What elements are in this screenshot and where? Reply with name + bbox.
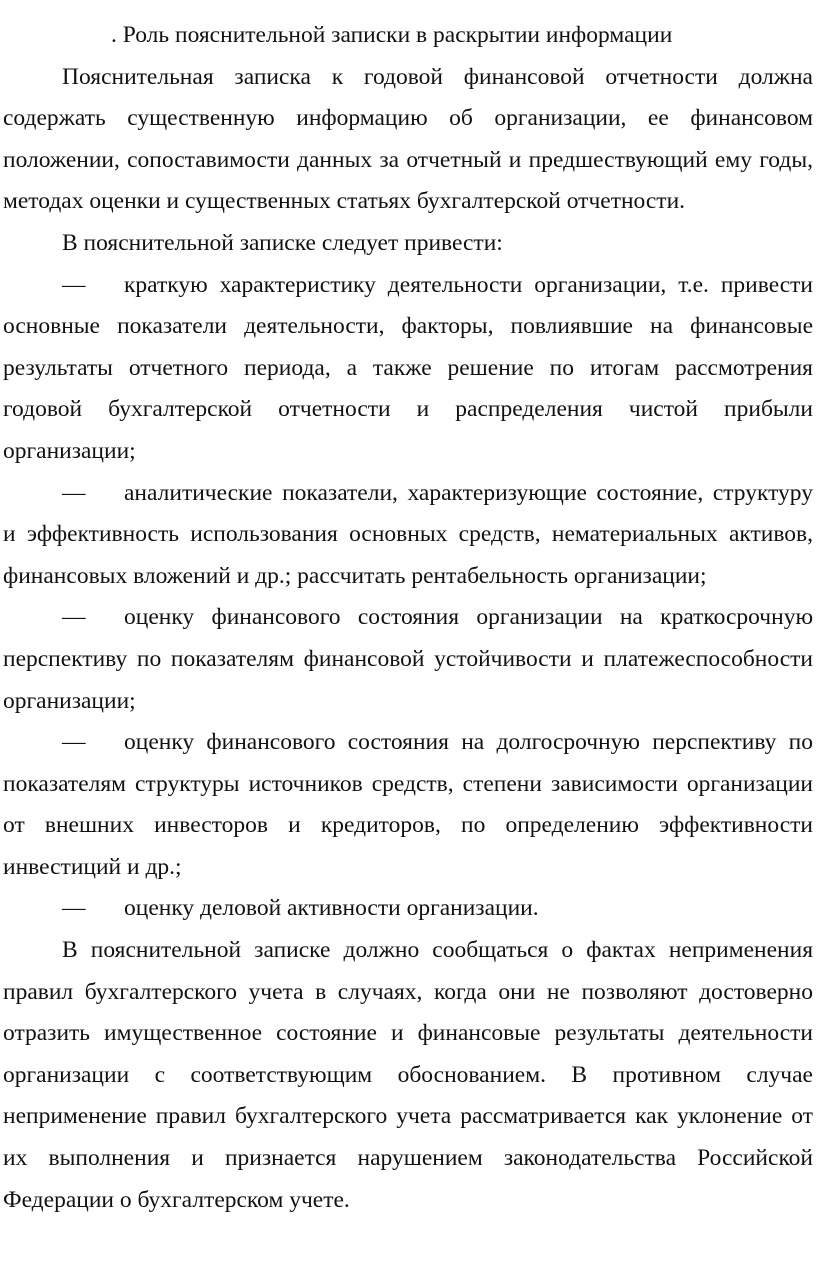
list-item — [3, 473, 813, 598]
section-title: . Роль пояснительной записки в раскрытии информации — [111, 22, 673, 48]
list-item-text: оценку финансового состояния организации на краткосрочную перспективу по показателям финансовой устойчивости и платежеспособности организации; — [3, 604, 813, 714]
list-item — [3, 888, 813, 930]
dash-marker: — — [62, 271, 86, 298]
list-item-text: аналитические показатели, характеризующие состояние, структуру и эффективность использования основных средств, нематериальных активов, финансовых вложений и др.; рассчитать рентабельность организации; — [3, 479, 813, 589]
list-item — [3, 597, 813, 722]
intro-paragraph: Пояснительная записка к годовой финансовой отчетности должна содержать существенную информацию об организации, ее финансовом положении, сопоставимости данных за отчетный и предшествующий ему годы, методах оценки и существенных статьях бухгалтерской отчетности. — [3, 63, 813, 215]
list-item — [3, 722, 813, 888]
list-item-text: оценку финансового состояния на долгосрочную перспективу по показателям структуры источников средств, степени зависимости организации от внешних инвесторов и кредиторов, по определению эффективности инвестиций и др.; — [3, 729, 813, 880]
dash-marker: — — [62, 895, 86, 922]
list-item-text: краткую характеристику деятельности организации, т.е. привести основные показатели деятельности, факторы, повлиявшие на финансовые результаты отчетного периода, а также решение по итогам рассмотрения годовой бухгалтерской отчетности и распределения чистой прибыли организации; — [3, 271, 813, 464]
dash-marker: — — [62, 604, 86, 631]
list-lead-paragraph: В пояснительной записке следует привести: — [62, 229, 503, 256]
dash-marker: — — [62, 729, 86, 756]
list-item-text: оценку деловой активности организации. — [124, 895, 539, 922]
closing-paragraph: В пояснительной записке должно сообщаться о фактах неприменения правил бухгалтерского учета в случаях, когда они не позволяют достоверно отразить имущественное состояние и финансовые результаты деятельности организации с соответствующим обоснованием. В противном случае неприменение правил бухгалтерского учета рассматривается как уклонение от их выполнения и признается нарушением законодательства Российской Федерации о бухгалтерском учете. — [3, 937, 813, 1213]
dash-marker: — — [62, 479, 86, 506]
list-item — [3, 265, 813, 473]
